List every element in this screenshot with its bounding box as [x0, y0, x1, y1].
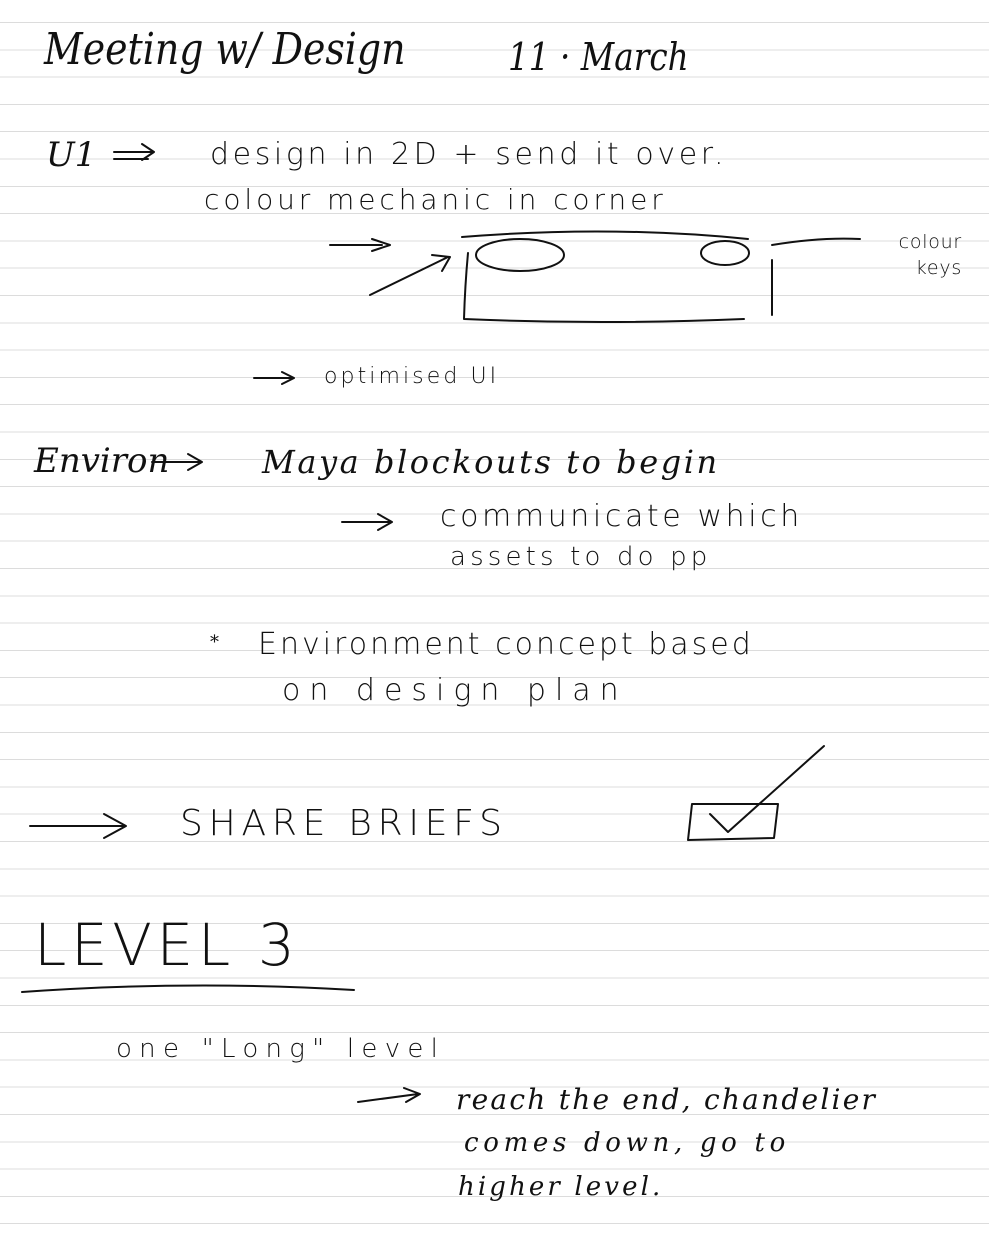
arrow-right-icon — [28, 808, 138, 844]
ui-line-1: design in 2D + send it over. — [210, 137, 728, 172]
heading-underline — [20, 978, 360, 998]
meeting-date: 11 · March — [508, 35, 689, 79]
ui-note: optimised UI — [324, 364, 500, 389]
level-line-4: higher level. — [458, 1172, 664, 1202]
level-line-1: one "Long" level — [116, 1034, 446, 1064]
environ-bullet-cont: on design plan — [282, 673, 628, 708]
arrow-right-icon — [112, 140, 162, 170]
share-briefs-text: SHARE BRIEFS — [180, 803, 508, 844]
arrow-right-icon — [340, 510, 400, 534]
level-heading: LEVEL 3 — [34, 911, 300, 979]
arrow-right-icon — [252, 368, 302, 388]
environ-line-3: assets to do pp — [450, 542, 712, 572]
checkbox-checked-icon — [686, 742, 836, 848]
ui-sketch — [320, 225, 800, 335]
bullet-marker: ⁎ — [210, 626, 219, 647]
level-line-3: comes down, go to — [464, 1128, 790, 1158]
ui-line-2: colour mechanic in corner — [204, 183, 667, 216]
environ-label: Environ — [34, 441, 170, 481]
page-title: Meeting w/ Design — [44, 24, 406, 75]
ui-label: U1 — [46, 135, 97, 175]
environ-line-2: communicate which — [440, 499, 803, 534]
colour-keys-label: colour keys — [898, 231, 962, 279]
arrow-right-icon — [150, 450, 210, 474]
environ-bullet: Environment concept based — [258, 627, 754, 662]
level-line-2: reach the end, chandelier — [456, 1083, 878, 1116]
arrow-right-icon — [356, 1086, 428, 1110]
environ-line-1: Maya blockouts to begin — [262, 443, 720, 481]
